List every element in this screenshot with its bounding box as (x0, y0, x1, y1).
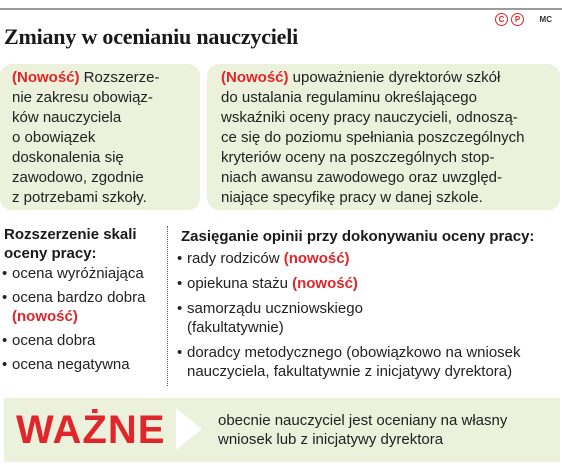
new-tag: (nowość) (292, 275, 358, 292)
list-item: • samorządu uczniowskiego (fakultatywnie) (177, 299, 521, 337)
list-item: • doradcy metodycznego (obowiązkowo na wniosek nauczyciela, fakultatywnie z inicjatywy dyrektora) (177, 343, 521, 381)
copyright-icon: C (495, 13, 508, 26)
new-tag: (Nowość) (12, 69, 80, 86)
new-duty-box (0, 64, 200, 210)
list-item: • opiekuna stażu (nowość) (177, 274, 521, 293)
box-line: niające specyfikę pracy w danej szkole. (221, 189, 483, 206)
page-title: Zmiany w ocenianiu nauczycieli (4, 24, 299, 49)
play-arrow-icon (176, 408, 202, 450)
author-credit: MC (539, 15, 552, 24)
opinion-heading: Zasięganie opinii przy dokonywaniu oceny pracy: (181, 228, 535, 245)
important-label: WAŻNE (16, 408, 166, 452)
director-authorization-box (207, 64, 560, 210)
box-line: (Nowość) Rozszerze- (12, 69, 160, 86)
top-rule (0, 8, 562, 10)
box-line: ków nauczyciela (12, 109, 122, 126)
box-line: (Nowość) upoważnienie dyrektorów szkół (221, 69, 501, 86)
box-line: do ustalania regulaminu określającego (221, 89, 477, 106)
list-item: • ocena bardzo dobra (nowość) (2, 288, 145, 326)
list-item: • ocena negatywna (2, 355, 145, 374)
box-line: kryteriów oceny na poszczególnych stop- (221, 149, 495, 166)
list-item: • ocena dobra (2, 331, 145, 350)
important-note-bar (4, 398, 560, 462)
list-item: • rady rodziców (nowość) (177, 249, 521, 268)
box-line: o obowiązek (12, 129, 96, 146)
opinion-sources-list (177, 249, 521, 381)
rating-scale-heading: Rozszerzenie skali oceny pracy: (4, 226, 137, 262)
new-tag: (nowość) (283, 250, 350, 267)
box-line: zawodowo, zgodnie (12, 169, 144, 186)
copyright-badges (495, 13, 524, 26)
box-line: ce się do poziomu spełniania poszczególnych (221, 129, 525, 146)
important-note-text: obecnie nauczyciel jest oceniany na własny wniosek lub z inicjatywy dyrektora (218, 412, 508, 448)
box-line: wskaźniki oceny pracy nauczycieli, odnoszą- (221, 109, 518, 126)
phonographic-copyright-icon: P (511, 13, 524, 26)
column-divider (167, 226, 168, 386)
box-line: doskonalenia się (12, 149, 124, 166)
new-tag: (Nowość) (221, 69, 289, 86)
list-item: • ocena wyróżniająca (2, 264, 145, 283)
box-line: niach awansu zawodowego oraz uwzględ- (221, 169, 503, 186)
box-line: z potrzebami szkoły. (12, 189, 147, 206)
box-line: nie zakresu obowiąz- (12, 89, 153, 106)
new-tag: (nowość) (12, 308, 78, 325)
rating-scale-list (2, 264, 145, 374)
